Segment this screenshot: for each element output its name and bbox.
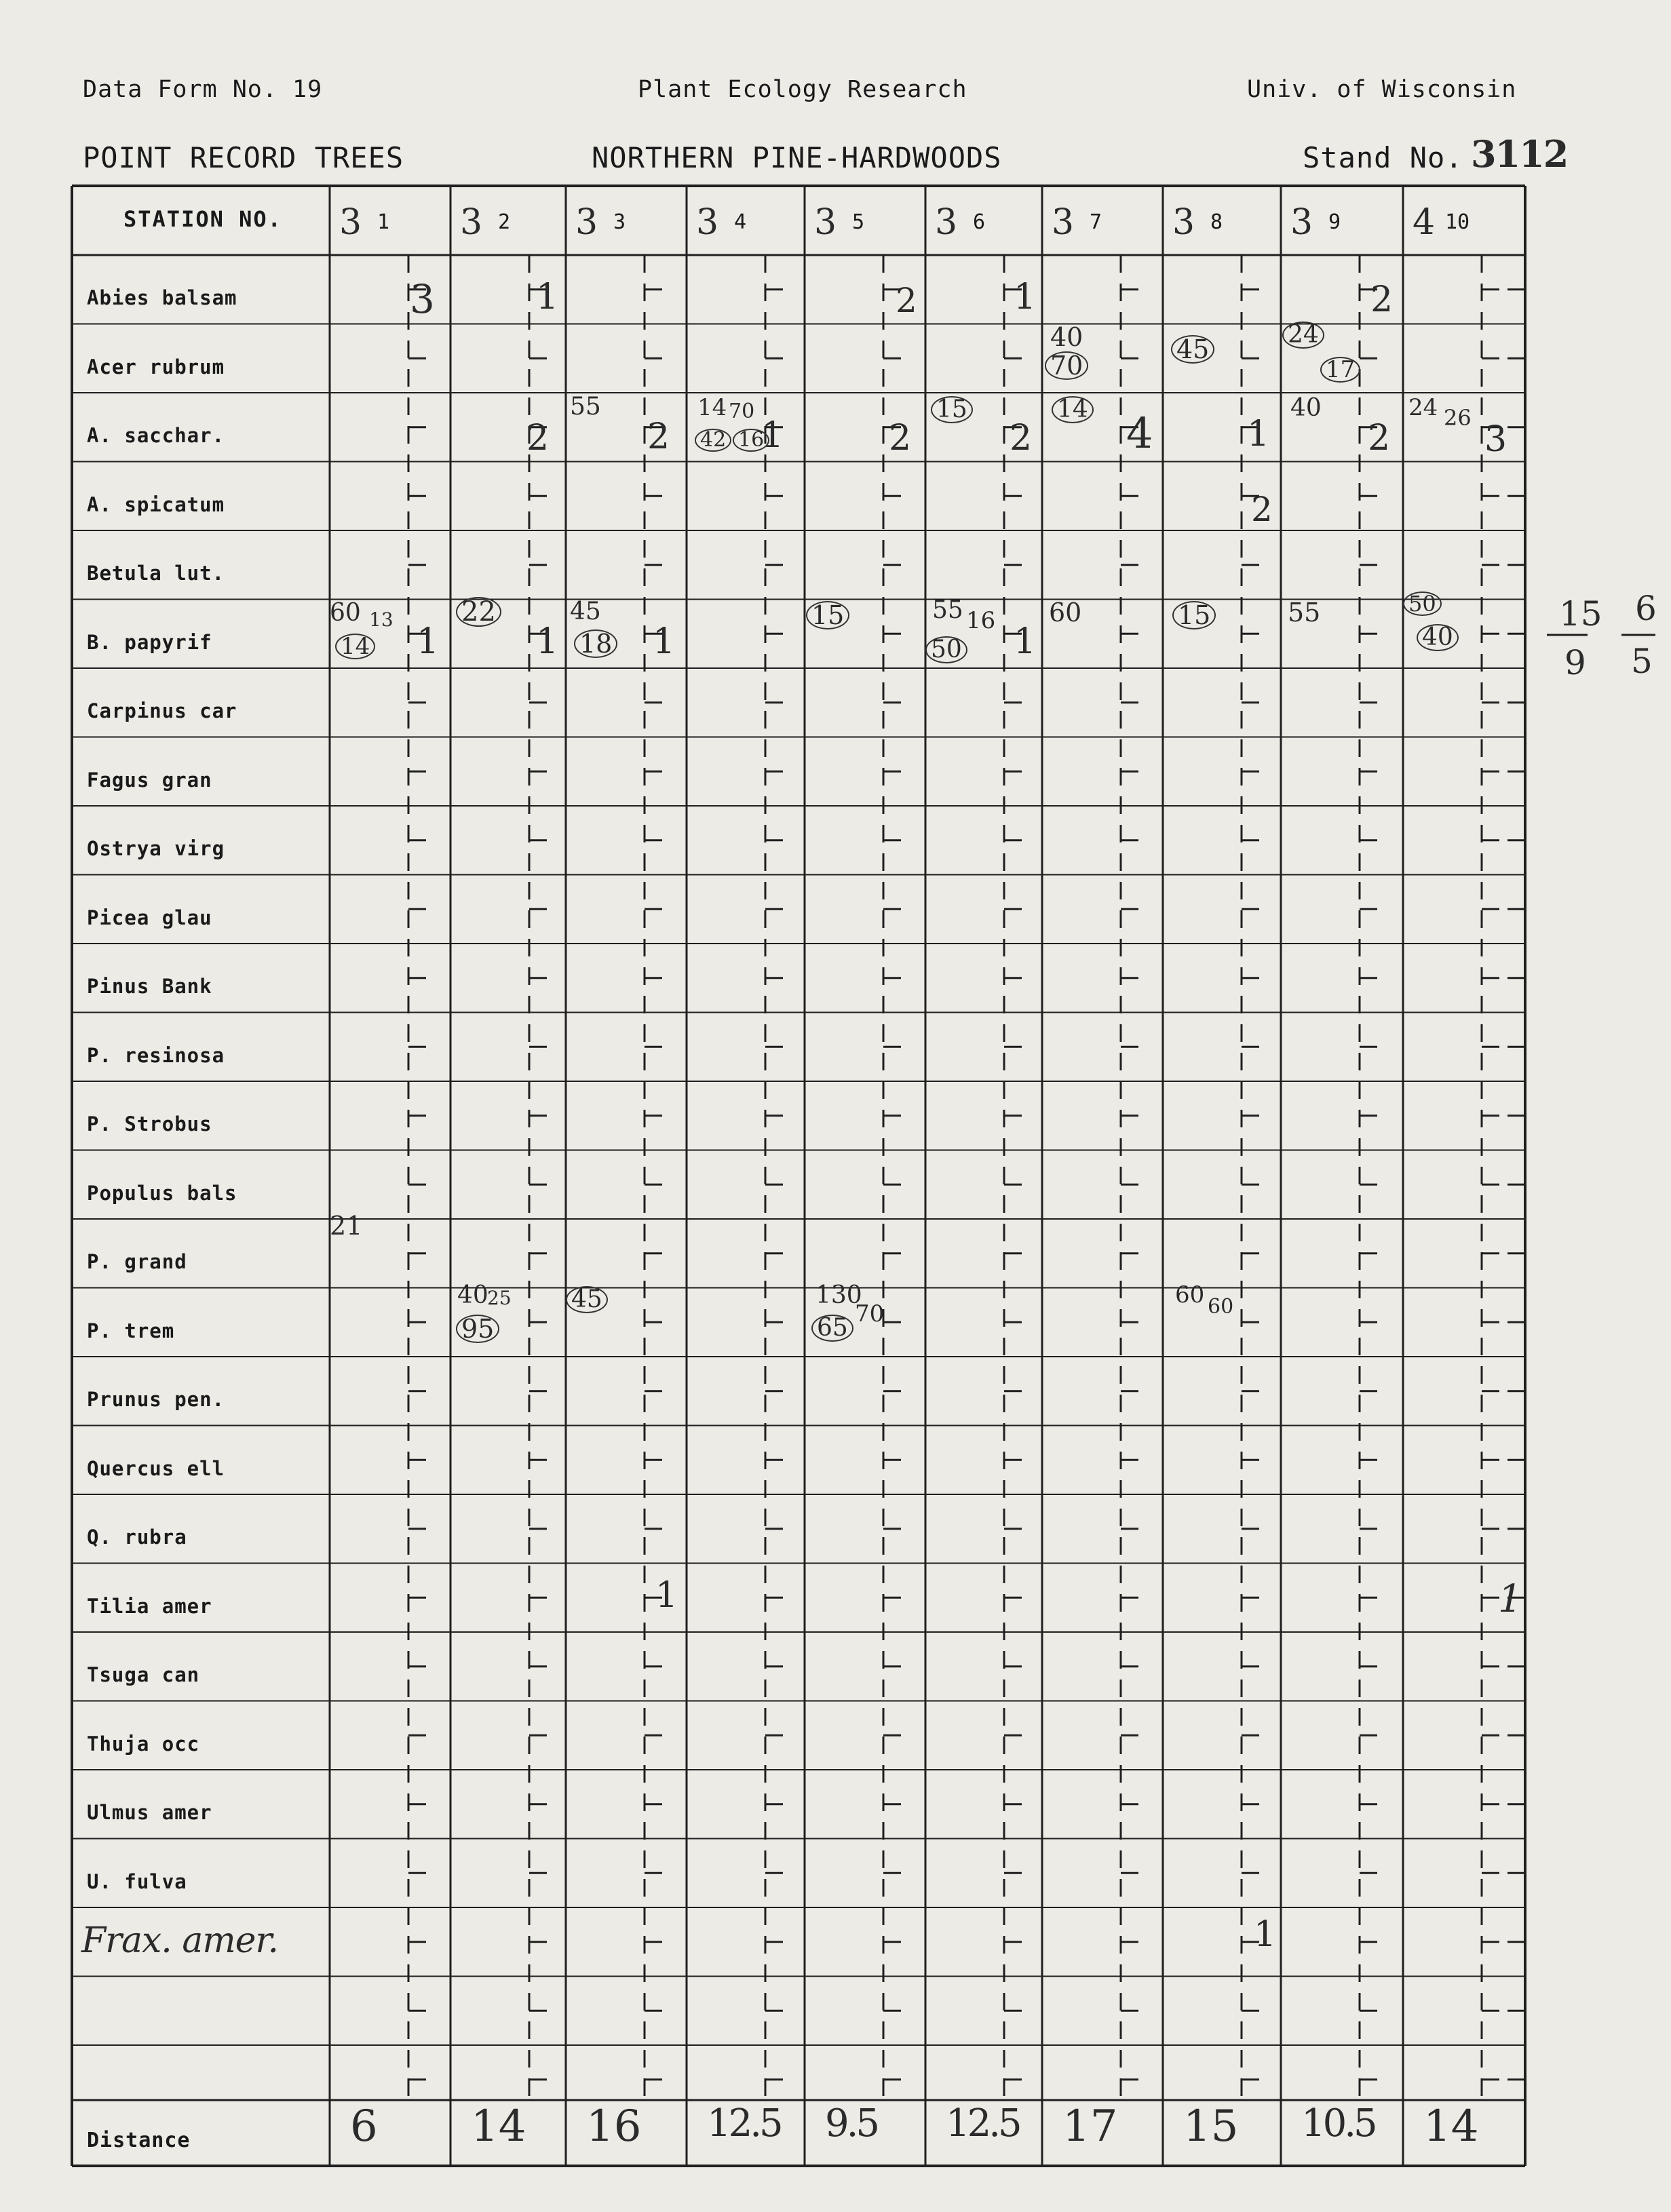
entry[interactable]: 18	[574, 629, 617, 658]
station-prefix[interactable]: 3	[575, 202, 598, 243]
species-label: B. papyrif	[87, 630, 212, 654]
entry[interactable]: 3	[1484, 419, 1507, 460]
distance-value[interactable]: 17	[1062, 2101, 1118, 2152]
entry[interactable]: 2	[1251, 490, 1273, 529]
entry[interactable]: 17	[1320, 357, 1360, 383]
species-label: Thuja occ	[87, 1732, 200, 1755]
entry[interactable]: 60	[1049, 598, 1082, 627]
entry[interactable]: 42	[695, 429, 731, 452]
entry[interactable]: 1	[1247, 414, 1270, 454]
station-number: 3	[613, 210, 626, 234]
species-label: Q. rubra	[87, 1526, 187, 1549]
entry[interactable]: 55	[932, 596, 963, 624]
distance-value[interactable]: 12.5	[707, 2101, 781, 2146]
species-label: Picea glau	[87, 906, 212, 929]
entry[interactable]: 2	[1368, 418, 1391, 459]
station-prefix[interactable]: 3	[339, 202, 362, 243]
species-label: P. resinosa	[87, 1043, 225, 1067]
entry[interactable]: 55	[1288, 598, 1321, 627]
entry[interactable]: 22	[456, 597, 501, 627]
entry[interactable]: 14	[697, 394, 727, 421]
species-label: Quercus ell	[87, 1456, 225, 1480]
entry[interactable]: 24	[1408, 394, 1438, 421]
station-number: 5	[852, 210, 865, 234]
species-label: Ostrya virg	[87, 837, 225, 860]
entry[interactable]: 40	[1290, 394, 1322, 422]
species-label: Pinus Bank	[87, 975, 212, 998]
entry[interactable]: 16	[733, 429, 769, 452]
stand-label: Stand No.	[1303, 141, 1463, 174]
species-label: P. trem	[87, 1319, 175, 1342]
entry[interactable]: 70	[1045, 351, 1088, 380]
species-label: Carpinus car	[87, 699, 237, 722]
station-number-label: STATION NO.	[123, 206, 282, 232]
research-title: Plant Ecology Research	[638, 76, 967, 103]
station-prefix[interactable]: 3	[460, 202, 483, 243]
species-label: Ulmus amer	[87, 1801, 212, 1824]
entry[interactable]: 50	[925, 636, 967, 663]
entry[interactable]: 1	[655, 1575, 678, 1616]
species-label: A. sacchar.	[87, 424, 225, 447]
species-label: U. fulva	[87, 1869, 187, 1893]
species-label: Abies balsam	[87, 286, 237, 309]
station-number: 1	[377, 210, 390, 234]
entry[interactable]: 45	[1171, 335, 1214, 364]
station-number: 7	[1090, 210, 1102, 234]
species-label: A. spicatum	[87, 492, 225, 516]
distance-value[interactable]: 9.5	[825, 2101, 878, 2146]
entry[interactable]: 2	[526, 418, 550, 459]
entry[interactable]: 45	[570, 598, 601, 625]
entry[interactable]: 1	[1498, 1577, 1522, 1621]
entry[interactable]: 1	[536, 277, 559, 317]
station-number: 8	[1210, 210, 1223, 234]
entry[interactable]: 1	[536, 621, 559, 662]
entry[interactable]: 26	[1444, 405, 1472, 431]
entry[interactable]: 25	[487, 1287, 512, 1309]
station-prefix[interactable]: 3	[1290, 202, 1313, 243]
entry[interactable]: 60	[1208, 1295, 1234, 1319]
distance-value[interactable]: 10.5	[1301, 2101, 1375, 2146]
entry[interactable]: 60	[330, 599, 361, 627]
entry[interactable]: 2	[896, 281, 917, 320]
margin-note: 6	[1635, 589, 1657, 628]
entry[interactable]: 4	[1126, 408, 1153, 458]
form-title: POINT RECORD TREES	[83, 141, 404, 174]
entry[interactable]: 15	[806, 601, 849, 629]
station-number: 6	[973, 210, 986, 234]
entry[interactable]: 1	[417, 621, 440, 662]
entry[interactable]: 3	[410, 276, 435, 322]
distance-value[interactable]: 14	[1423, 2101, 1479, 2152]
distance-label: Distance	[87, 2129, 191, 2152]
entry[interactable]: 1	[653, 621, 676, 662]
distance-value[interactable]: 15	[1183, 2101, 1239, 2152]
entry[interactable]: 65	[811, 1315, 853, 1342]
station-number: 9	[1328, 210, 1341, 234]
entry[interactable]: 16	[966, 607, 996, 634]
distance-value[interactable]: 14	[471, 2101, 526, 2152]
entry[interactable]: 60	[1175, 1281, 1205, 1308]
entry[interactable]: 15	[1172, 601, 1216, 629]
station-prefix[interactable]: 3	[814, 202, 837, 243]
form-number: Data Form No. 19	[83, 76, 323, 103]
forest-type-title: NORTHERN PINE-HARDWOODS	[592, 141, 1002, 174]
distance-value[interactable]: 6	[350, 2101, 378, 2152]
distance-value[interactable]: 16	[586, 2101, 642, 2152]
species-label: Populus bals	[87, 1181, 237, 1205]
entry[interactable]: 1	[761, 415, 784, 456]
entry[interactable]: 40	[1050, 322, 1083, 352]
entry[interactable]: 2	[647, 416, 670, 457]
entry[interactable]: 40	[1417, 624, 1459, 651]
entry[interactable]: 70	[855, 1300, 885, 1327]
entry[interactable]: 14	[1052, 396, 1094, 423]
entry[interactable]: 2	[1010, 418, 1033, 459]
entry[interactable]: 40	[457, 1281, 488, 1309]
entry[interactable]: 1	[1014, 621, 1037, 662]
station-number: 4	[734, 210, 747, 234]
species-label: Acer rubrum	[87, 355, 225, 379]
species-label: Prunus pen.	[87, 1388, 225, 1411]
station-prefix[interactable]: 4	[1413, 202, 1436, 243]
university-name: Univ. of Wisconsin	[1247, 76, 1517, 103]
station-prefix[interactable]: 3	[1172, 202, 1195, 243]
margin-note: 15	[1559, 594, 1602, 634]
entry[interactable]: 45	[566, 1286, 608, 1313]
station-number: 10	[1445, 210, 1470, 234]
species-label: Tsuga can	[87, 1663, 200, 1686]
entry[interactable]: 2	[889, 418, 912, 459]
entry[interactable]: 50	[1403, 591, 1442, 616]
entry[interactable]: 13	[369, 608, 393, 631]
station-prefix[interactable]: 3	[1052, 202, 1075, 243]
station-number: 2	[498, 210, 511, 234]
entry[interactable]: 24	[1282, 322, 1324, 349]
species-label: P. grand	[87, 1250, 187, 1273]
species-label: Betula lut.	[87, 562, 225, 585]
entry[interactable]: 70	[729, 400, 755, 423]
species-label: Fagus gran	[87, 768, 212, 792]
station-prefix[interactable]: 3	[696, 202, 719, 243]
entry[interactable]: 14	[335, 634, 375, 659]
species-label: Tilia amer	[87, 1594, 212, 1618]
entry[interactable]: 1	[1014, 277, 1037, 317]
margin-note: 9	[1564, 643, 1586, 682]
entry[interactable]: 1	[1254, 1914, 1277, 1955]
entry[interactable]: 21	[330, 1211, 363, 1241]
entry[interactable]: 95	[456, 1315, 499, 1343]
entry[interactable]: 15	[931, 396, 973, 423]
stand-number[interactable]: 3112	[1471, 132, 1568, 176]
entry[interactable]: 55	[570, 393, 601, 421]
species-label: P. Strobus	[87, 1112, 212, 1136]
extra-species-label[interactable]: Frax. amer.	[81, 1920, 279, 1961]
entry[interactable]: 2	[1370, 279, 1394, 320]
margin-note: 5	[1631, 642, 1653, 681]
station-prefix[interactable]: 3	[935, 202, 958, 243]
distance-value[interactable]: 12.5	[946, 2101, 1020, 2146]
entry[interactable]: 130	[815, 1281, 862, 1309]
